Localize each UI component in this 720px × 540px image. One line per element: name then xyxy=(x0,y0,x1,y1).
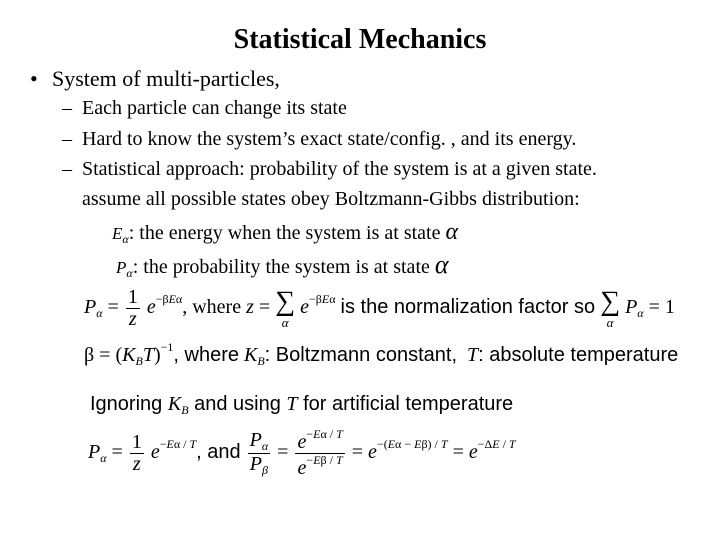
slide-title: Statistical Mechanics xyxy=(233,24,487,55)
dash-icon: – xyxy=(62,158,72,180)
sub-item-2 xyxy=(62,128,576,151)
main-bullet-text: System of multi-particles, xyxy=(52,66,280,91)
assume-line: assume all possible states obey Boltzmann-Gibbs distribution: xyxy=(82,188,580,210)
sub-item-3 xyxy=(62,158,597,181)
ignoring-pre-text: Ignoring xyxy=(90,393,163,415)
energy-definition-text: : the energy when the system is at state xyxy=(128,222,441,244)
equation-beta: $\beta = (K_BT)^{-1}$, where $K_B$: Boltzmann constant, T: absolute temperature xyxy=(84,340,679,368)
dash-icon: – xyxy=(62,128,72,150)
sub-item-text: Hard to know the system’s exact state/config. , and its energy. xyxy=(82,128,577,150)
equation-ratio: $P_\alpha$ = $\frac{1}{z}$ $e^{-E\alpha / T}$, and $\frac{P_\alpha}{P_\beta}$ = $\frac{e^{-E\alpha / T}}{e^{-E\beta / T}}$ = $e^{-(E\alpha - E\beta) / T} = e^{-\Delta E / T}$ xyxy=(88,427,516,479)
sum-icon: ∑ α xyxy=(600,286,621,330)
eq3-and-text: , and xyxy=(196,441,241,464)
probability-definition-text: : the probability the system is at state xyxy=(132,256,430,278)
sub-item-text: Statistical approach: probability of the system is at a given state. xyxy=(82,158,597,180)
energy-definition xyxy=(112,219,458,247)
alpha-symbol: α xyxy=(434,250,449,279)
alpha-symbol: α xyxy=(445,219,459,245)
probability-definition xyxy=(116,250,449,281)
ignoring-line: Ignoring $K_B$ and using T for artificial temperature xyxy=(90,393,514,417)
fraction-prob-ratio: $\frac{P_\alpha}{P_\beta}$ xyxy=(249,429,269,477)
sum-icon: ∑ α xyxy=(275,286,296,330)
eq1-norm-text: is the normalization factor so xyxy=(340,296,596,319)
equation-boltzmann: $P_\alpha$ = $\frac{1}{z}$ $e^{-\beta E\alpha}$, where z = ∑ α $e^{-\beta E\alpha}$ is the normalization factor so ∑ α $P_\alpha = 1$ xyxy=(84,286,675,330)
energy-symbol: $E_\alpha$ xyxy=(112,224,129,246)
dash-icon: – xyxy=(62,97,72,119)
sub-item-1 xyxy=(62,97,347,120)
fraction-one-over-z: $\frac{1}{z}$ xyxy=(127,286,138,330)
fraction-exp-ratio: $\frac{e^{-E\alpha / T}}{e^{-E\beta / T}}$ xyxy=(297,427,343,479)
probability-symbol: $P_\alpha$ xyxy=(116,258,133,280)
eq2-t-text: : absolute temperature xyxy=(478,344,679,366)
bullet-dot-icon: • xyxy=(30,66,38,91)
ignoring-tail-text: for artificial temperature xyxy=(303,393,514,415)
eq2-kb-text: : Boltzmann constant, xyxy=(264,344,457,366)
ignoring-post-text: and using xyxy=(194,393,281,415)
main-bullet xyxy=(30,66,280,92)
fraction-one-over-z: $\frac{1}{z}$ xyxy=(131,431,142,475)
eq2-where-text: , where xyxy=(173,344,239,366)
eq1-where-text: , where xyxy=(182,296,242,319)
sub-item-text: Each particle can change its state xyxy=(82,97,347,119)
